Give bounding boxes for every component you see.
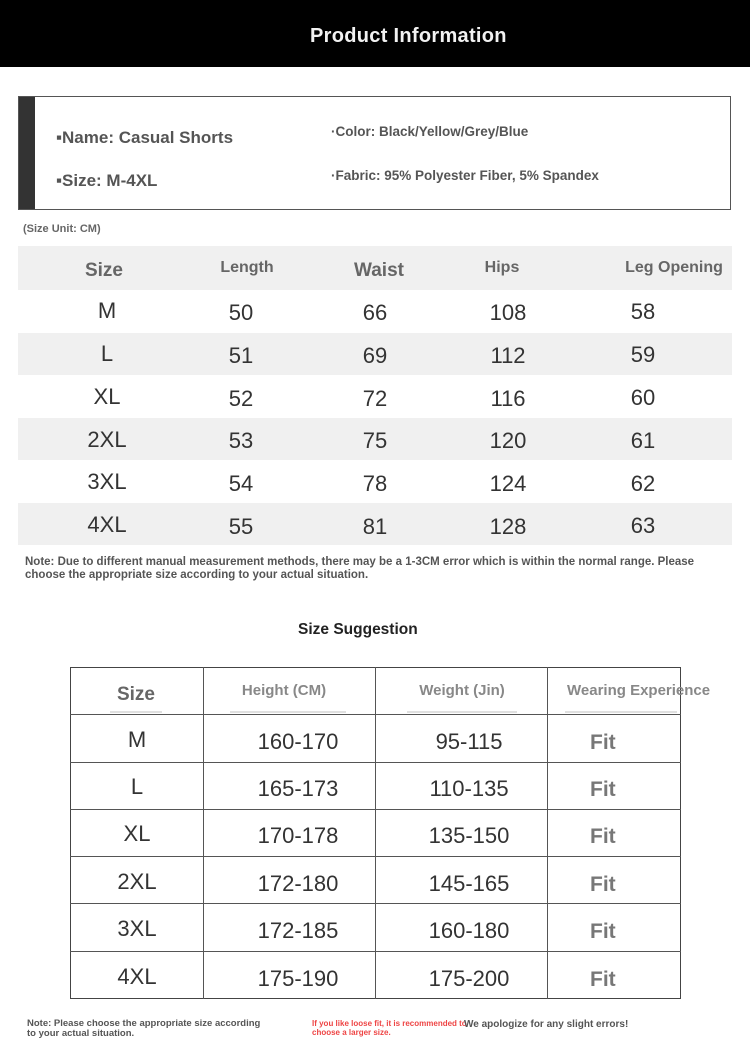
table-cell: 124	[489, 471, 527, 496]
table-cell: 61	[630, 428, 656, 453]
table-cell: XL	[93, 384, 121, 409]
table-cell: 66	[362, 300, 388, 325]
header-height: Height (CM)	[241, 682, 327, 699]
table-cell: 52	[228, 386, 254, 411]
table-cell: 75	[362, 428, 388, 453]
table-cell: 54	[228, 471, 254, 496]
table-cell: L	[130, 774, 144, 799]
info-accent-bar	[19, 97, 35, 209]
table-cell: 2XL	[117, 869, 157, 894]
row-divider	[70, 903, 681, 904]
row-divider	[70, 809, 681, 810]
table-cell: 175-200	[428, 966, 510, 991]
table-cell: 172-185	[257, 918, 339, 943]
table-cell: 2XL	[87, 427, 127, 452]
product-info-box	[18, 96, 731, 210]
table-cell: 59	[630, 342, 656, 367]
table-cell: 116	[490, 386, 526, 411]
row-divider	[70, 762, 681, 763]
wearing-fit-label: Fit	[590, 920, 616, 943]
table-cell: 120	[489, 428, 527, 453]
row-divider	[70, 714, 681, 715]
table-cell: M	[97, 298, 117, 323]
wearing-fit-label: Fit	[590, 731, 616, 754]
table-cell: 58	[630, 299, 656, 324]
measurement-note: Note: Due to different manual measurement methods, there may be a 1-3CM error which is within the normal range. Please choose the appropriate size according to your actual situation.	[25, 556, 695, 581]
table-cell: 110-135	[429, 776, 509, 801]
product-name: ▪Name: Casual Shorts	[56, 128, 234, 147]
column-divider	[203, 667, 204, 999]
product-size-range: ▪Size: M-4XL	[56, 171, 158, 190]
table-cell: 51	[228, 343, 254, 368]
column-divider	[547, 667, 548, 999]
table-cell: 53	[228, 428, 254, 453]
table-cell: 63	[630, 513, 656, 538]
table-cell: 160-180	[428, 918, 510, 943]
header-size: Size	[116, 684, 156, 705]
table-cell: 69	[362, 343, 388, 368]
table-cell: M	[127, 727, 147, 752]
table-cell: 4XL	[117, 964, 157, 989]
header-size: Size	[84, 260, 124, 281]
header-underline	[110, 711, 162, 713]
table-cell: 95-115	[435, 729, 503, 754]
size-unit-label: (Size Unit: CM)	[23, 223, 101, 235]
header-waist: Waist	[354, 260, 404, 281]
table-cell: 78	[362, 471, 388, 496]
footer-note-choose: Note: Please choose the appropriate size according to your actual situation.	[27, 1018, 261, 1039]
header-underline	[230, 711, 346, 713]
size-suggestion-title: Size Suggestion	[298, 621, 418, 638]
table-cell: 4XL	[87, 512, 127, 537]
footer-note-loose-fit: If you like loose fit, it is recommended to choose a larger size.	[312, 1019, 467, 1037]
header-length: Length	[220, 259, 274, 276]
product-fabric: ·Fabric: 95% Polyester Fiber, 5% Spandex	[331, 168, 599, 183]
footer-apology: We apologize for any slight errors!	[464, 1019, 629, 1030]
table-cell: XL	[123, 821, 151, 846]
table-cell: 3XL	[87, 469, 127, 494]
header-hips: Hips	[484, 259, 520, 276]
header-wearing-experience: Wearing Experience	[567, 682, 711, 699]
wearing-fit-label: Fit	[590, 968, 616, 991]
header-underline	[407, 711, 517, 713]
table-cell: L	[100, 341, 114, 366]
table-cell: 81	[362, 514, 388, 539]
table-cell: 62	[630, 471, 656, 496]
row-divider	[70, 856, 681, 857]
wearing-fit-label: Fit	[590, 778, 616, 801]
table-cell: 108	[489, 300, 527, 325]
header-leg-opening: Leg Opening	[625, 259, 723, 276]
table-cell: 60	[630, 385, 656, 410]
table-cell: 165-173	[257, 776, 339, 801]
table-cell: 175-190	[257, 966, 339, 991]
wearing-fit-label: Fit	[590, 873, 616, 896]
table-cell: 128	[489, 514, 527, 539]
row-divider	[70, 951, 681, 952]
table-cell: 3XL	[117, 916, 157, 941]
table-cell: 135-150	[428, 823, 510, 848]
header-banner	[0, 0, 750, 67]
table-cell: 160-170	[257, 729, 339, 754]
table-cell: 145-165	[428, 871, 510, 896]
table-cell: 50	[228, 300, 254, 325]
product-colors: ·Color: Black/Yellow/Grey/Blue	[331, 124, 529, 139]
header-underline	[565, 711, 677, 713]
wearing-fit-label: Fit	[590, 825, 616, 848]
column-divider	[375, 667, 376, 999]
table-cell: 170-178	[257, 823, 339, 848]
page-title: Product Information	[310, 25, 507, 47]
table-cell: 72	[362, 386, 388, 411]
table-cell: 172-180	[257, 871, 339, 896]
header-weight: Weight (Jin)	[419, 682, 505, 699]
table-cell: 112	[490, 343, 526, 368]
table-cell: 55	[228, 514, 254, 539]
